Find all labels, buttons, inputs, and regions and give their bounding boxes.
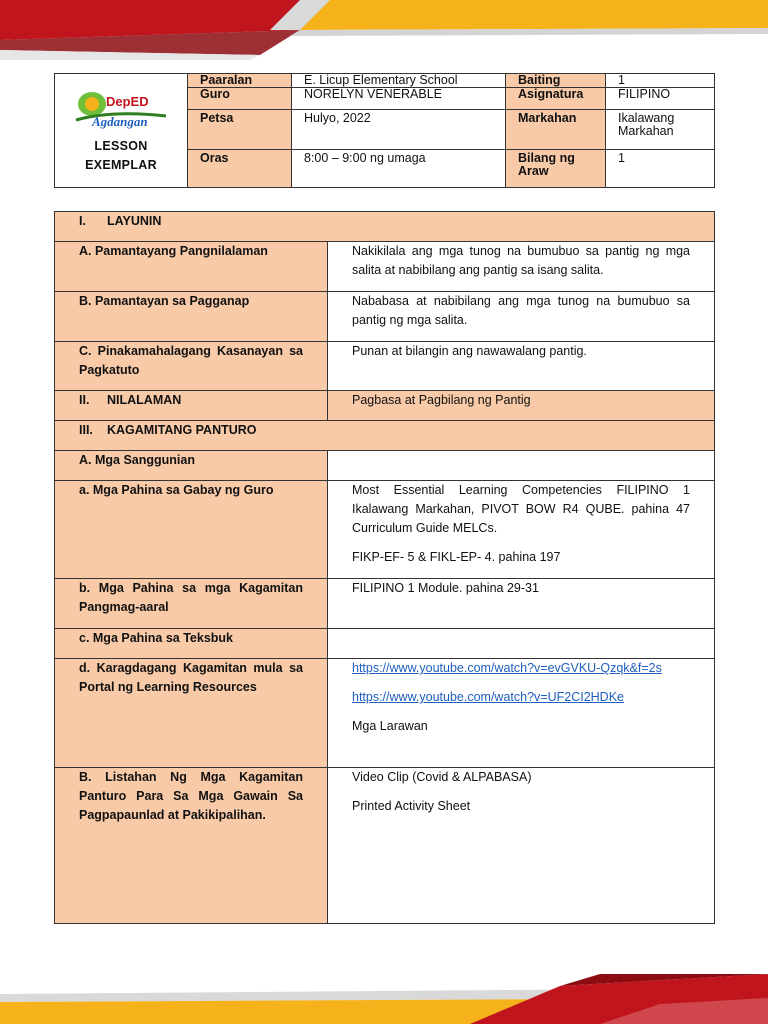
teksbuk-label: c. Mga Pahina sa Teksbuk xyxy=(55,629,328,659)
markahan-label: Markahan xyxy=(506,110,606,150)
pamantayan-pagganap-label: B. Pamantayan sa Pagganap xyxy=(55,292,328,342)
gabay-guro-text-1: Most Essential Learning Competencies FILIPINO 1 Ikalawang Markahan, PIVOT BOW R4 QUBE. pahina 47 Curriculum Guide MELCs. xyxy=(352,483,691,535)
gabay-guro-label: a. Mga Pahina sa Gabay ng Guro xyxy=(55,481,328,579)
asignatura-value: FILIPINO xyxy=(606,88,715,110)
layunin-row xyxy=(55,212,715,242)
logo-cell xyxy=(55,74,188,188)
karagdagang-kagamitan-label: d. Karagdagang Kagamitan mula sa Portal ng Learning Resources xyxy=(55,659,328,768)
deped-logo xyxy=(72,86,170,130)
pamantayan-pagganap-value: Nababasa at nabibilang ang mga tunog na bumubuo sa pantig ng mga salita. xyxy=(328,292,715,342)
mga-larawan-text: Mga Larawan xyxy=(352,719,428,733)
logo-text: DepED xyxy=(106,94,149,109)
bottom-banner xyxy=(0,974,768,1024)
gabay-guro-text-2: FIKP-EF- 5 & FIKL-EP- 4. pahina 197 xyxy=(352,550,561,564)
section-heading-kagamitang-panturo: III. KAGAMITANG PANTURO xyxy=(55,421,715,451)
kagamitan-mag-aaral-label: b. Mga Pahina sa mga Kagamitan Pangmag-aaral xyxy=(55,579,328,629)
kagamitan-mag-aaral-value: FILIPINO 1 Module. pahina 29-31 xyxy=(328,579,715,629)
petsa-label: Petsa xyxy=(188,110,292,150)
oras-value: 8:00 – 9:00 ng umaga xyxy=(292,150,506,188)
baiting-label: Baiting xyxy=(506,74,606,88)
listahan-item-1: Video Clip (Covid & ALPABASA) xyxy=(352,770,532,784)
top-banner xyxy=(0,0,768,60)
karagdagang-kagamitan-value xyxy=(328,659,715,768)
oras-label: Oras xyxy=(188,150,292,188)
youtube-link-2[interactable]: https://www.youtube.com/watch?v=UF2CI2HDKe xyxy=(352,690,624,704)
youtube-link-1[interactable]: https://www.youtube.com/watch?v=evGVKU-Qzqk&f=2s xyxy=(352,661,662,675)
pinakamahalagang-kasanayan-value: Punan at bilangin ang nawawalang pantig. xyxy=(328,342,715,391)
mga-sanggunian-label: A. Mga Sanggunian xyxy=(55,451,328,481)
teksbuk-value xyxy=(328,629,715,659)
svg-text:Agdangan: Agdangan xyxy=(92,114,148,129)
paaralan-value: E. Licup Elementary School xyxy=(292,74,506,88)
pamantayang-pangnilalaman-label: A. Pamantayang Pangnilalaman xyxy=(55,242,328,292)
listahan-item-2: Printed Activity Sheet xyxy=(352,799,471,813)
listahan-kagamitan-value xyxy=(328,768,715,924)
pinakamahalagang-kasanayan-label: C. Pinakamahalagang Kasanayan sa Pagkatuto xyxy=(55,342,328,391)
guro-label: Guro xyxy=(188,88,292,110)
listahan-kagamitan-label: B. Listahan Ng Mga Kagamitan Panturo Para Sa Mga Gawain Sa Pagpapaunlad at Pakikipalihan. xyxy=(55,768,328,924)
pamantayang-pangnilalaman-value: Nakikilala ang mga tunog na bumubuo sa pantig ng mga salita at nabibilang ang pantig sa isang salita. xyxy=(328,242,715,292)
petsa-value: Hulyo, 2022 xyxy=(292,110,506,150)
baiting-value: 1 xyxy=(606,74,715,88)
asignatura-label: Asignatura xyxy=(506,88,606,110)
paaralan-label: Paaralan xyxy=(188,74,292,88)
section-heading-layunin: I. LAYUNIN xyxy=(55,212,715,242)
section-heading-nilalaman: II. NILALAMAN xyxy=(55,391,328,421)
lesson-header-table xyxy=(54,73,715,188)
bilang-ng-araw-value: 1 xyxy=(606,150,715,188)
gabay-guro-value xyxy=(328,481,715,579)
markahan-value: Ikalawang Markahan xyxy=(606,110,715,150)
nilalaman-value: Pagbasa at Pagbilang ng Pantig xyxy=(328,391,715,421)
lesson-exemplar-title: LESSON EXEMPLAR xyxy=(85,139,157,172)
guro-value: NORELYN VENERABLE xyxy=(292,88,506,110)
mga-sanggunian-value xyxy=(328,451,715,481)
lesson-plan-table xyxy=(54,211,715,924)
bilang-ng-araw-label: Bilang ng Araw xyxy=(506,150,606,188)
